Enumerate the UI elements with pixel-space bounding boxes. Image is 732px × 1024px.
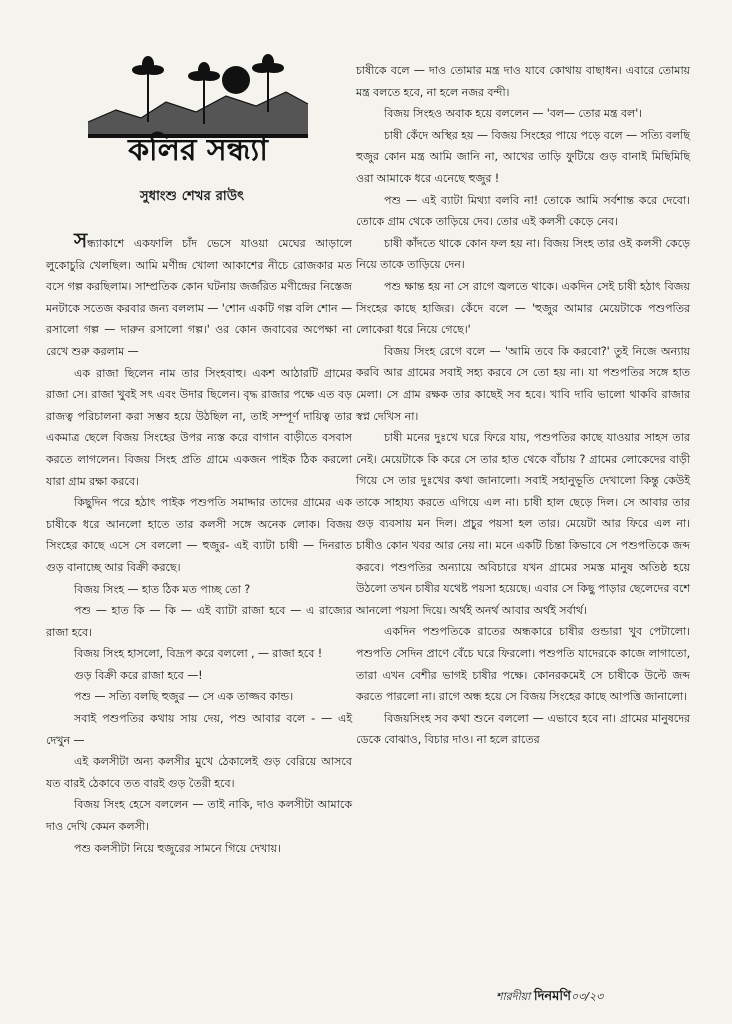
page-footer (496, 987, 603, 1008)
paragraph: একদিন পশুপতিকে রাতের অন্ধকারে চাষীর গুন্ডারা খুব পেটালো। পশুপতি সেদিন প্রাণে বেঁচে ঘরে ফিরলো। পশুপতি যাদেরকে কাজে লাগাতো, তারা এখন বেশীর ভাগই চাষীর পক্ষে। কোনরকমেই সে চাষীকে উল্টে জব্দ করতে পারলো না। রাগে অন্ধ হয়ে সে বিজয় সিংহের কাছে আপত্তি জানালো। (356, 625, 690, 704)
paragraph: পশু — সত্যি বলছি হুজুর — সে এক তাজ্জব কান্ড। (74, 690, 294, 704)
paragraph: বিজয় সিংহ হেসে বললেন — তাই নাকি, দাও কলসীটা আমাকে দাও দেখি কেমন কলসী। (46, 798, 352, 834)
paragraph: চাষী মনের দুঃখে ঘরে ফিরে যায়, পশুপতির কাছে যাওয়ার সাহস তার নেই। মেয়েটাকে কি করে সে তার হাত থেকে বাঁচায় ? গ্রামের লোকেদের বাড়ী গিয়ে সে তার দুঃখের কথা জানালো। সবাই সহানুভূতি দেখালো কিন্তু কেউই তাকে সাহায্য করতে এগিয়ে এল না। চাষী হাল ছেড়ে দিল। সে আবার তার গুড় ব্যবসায় মন দিল। প্রচুর পয়সা হল তার। মেয়েটা আর ফিরে এল না। চাষীও কোন খবর আর নেয় না। মনে একটি চিন্তা কিভাবে সে পশুপতিকে জব্দ করবে। পশুপতির অন্যায়ে অবিচারে যখন গ্রামের সমস্ত মানুষ অতিষ্ঠ হয়ে উঠলো তখন চাষীর যথেষ্ট পয়সা হয়েছে। এবার সে কিছু পাড়ার ছেলেদের বশে আনলো পয়সা দিয়ে। অর্থই অনর্থ আবার অর্থই সর্বার্থ। (356, 431, 690, 617)
paragraph: পশু — এই ব্যাটা মিথ্যা বলবি না! তোকে আমি সর্বশান্ত করে দেবো। তোকে গ্রাম থেকে তাড়িয়ে দেব। তোর এই কলসী কেড়ে নেব। (356, 193, 690, 229)
paragraph: চাষী কাঁদতে থাকে কোন ফল হয় না। বিজয় সিংহ তার ওই কলসী কেড়ে নিয়ে তাকে তাড়িয়ে দেন। (356, 236, 690, 272)
paragraph: বিজয় সিংহ হাসলো, বিদ্রূপ করে বললো , — রাজা হবে ! (74, 647, 323, 661)
paragraph: পশু — হাত কি — কি — এই ব্যাটা রাজা হবে — এ রাজ্যের রাজা হবে। (46, 604, 352, 639)
paragraph: এক রাজা ছিলেন নাম তার সিংহবাহু। একশ আঠারটি গ্রামের রাজা সে। রাজা খুবই সৎ এবং উদার ছিলেন। বৃদ্ধ রাজার পক্ষে এত বড় রাজত্ব পরিচালনা করা সম্ভব হয়ে উঠছিল না, তাই সম্পূর্ণ দায়িত্ব তার একমাত্র ছেলে বিজয় সিংহের উপর ন্যস্ত করে বাগান বাড়ীতে বসবাস করতে লাগলেন। বিজয় সিংহ প্রতি গ্রামে একজন পাইক ঠিক করলো যারা গ্রাম রক্ষা করবে। (46, 366, 352, 488)
landscape-illustration (86, 52, 310, 164)
issue-number: ০৩/২৩ (570, 990, 604, 1003)
paragraph: পশু কলসীটা নিয়ে হুজুরের সামনে গিয়ে দেখায়। (74, 841, 281, 855)
paragraph: পশু ক্ষান্ত হয় না সে রাগে জ্বলতে থাকে। একদিন সেই চাষী হঠাৎ বিজয় সিংহের কাছে হাজির। কেঁদে বলে — 'হুজুর আমার মেয়েটাকে পশুপতির লোকেরা ধরে নিয়ে গেছে।' (356, 279, 690, 337)
paragraph: গুড় বিক্রী করে রাজা হবে —! (74, 668, 203, 682)
paragraph: চাষী কেঁদে অস্থির হয় — বিজয় সিংহের পায়ে পড়ে বলে — সত্যি বলছি হুজুর কোন মন্ত্র আমি জানি না, আখের তাড়ি ফুটিয়ে গুড় বানাই মিছিমিছি ওরা আমাকে ধরে এনেছে হুজুর ! (356, 128, 690, 185)
paragraph: কিছুদিন পরে হঠাৎ পাইক পশুপতি সমাদ্দার তাদের গ্রামের এক চাষীকে ধরে আনলো হাতে তার কলসী সঙ্গে অনেক লোক। বিজয় সিংহের কাছে এসে সে বললো — হুজুর- এই ব্যাটা চাষী — দিনরাত গুড় বানাচ্ছে আর বিক্রী করছে। (46, 496, 352, 574)
footer-prefix: শারদীয়া (496, 990, 531, 1003)
title-illustration (86, 52, 310, 164)
left-column (46, 230, 352, 859)
magazine-name: দিনমণি (533, 989, 571, 1004)
paragraph: বিজয় সিংহও অবাক হয়ে বললেন — 'বল— তোর মন্ত্র বল'। (384, 107, 642, 121)
paragraph: বিজয় সিংহ — হাত ঠিক মত পাচ্ছ তো ? (74, 582, 251, 596)
right-column (356, 60, 690, 751)
paragraph: বিজয় সিংহ রেগে বলে — 'আমি তবে কি করবো?' তুই নিজে অন্যায় করবি আর গ্রামের সবাই সহ্য করবে সে তো হয় না। যা পশুপতির সঙ্গে হাত মেলা। সে গ্রাম রক্ষক তার কাছেই সব হবে। খাবি দাবি ভালো থাকবি রাজার স্বপ্ন দেখিস না। (356, 344, 690, 423)
author-byline: সুধাংশু শেখর রাউৎ (140, 189, 245, 204)
paragraph: সন্ধ্যাকাশে একফালি চাঁদ ভেসে যাওয়া মেঘের আড়ালে লুকোচুরি খেলছিল। আমি মণীন্দ্র খোলা আকাশের নীচে রোজকার মত বসে গল্প করছিলাম। সাম্প্রতিক কোন ঘটনায় জর্জরিত মণীন্দ্রের নিস্তেজ মনটাকে সতেজ করবার জন্য বললাম — 'শোন একটি গল্প বলি শোন — রসালো গল্প — দারুন রসালো গল্প।' ওর কোন জবাবের অপেক্ষা না রেখে শুরু করলাম — (46, 228, 352, 358)
article-title: কলির সন্ধ্যা (128, 133, 268, 164)
paragraph: সবাই পশুপতির কথায় সায় দেয়, পশু আবার বলে - — এই দেখুন — (46, 712, 352, 747)
paragraph: বিজয়সিংহ সব কথা শুনে বললো — এভাবে হবে না। গ্রামের মানুষদের ডেকে বোঝাও, বিচার দাও। না হলে রাতের (356, 711, 690, 747)
paragraph: চাষীকে বলে — দাও তোমার মন্ত্র দাও যাবে কোথায় বাছাধন। এবারে তোমায় মন্ত্র বলতে হবে, না হলে নজর বন্দী। (356, 64, 690, 99)
paragraph: এই কলসীটা অন্য কলসীর মুখে ঠেকালেই গুড় বেরিয়ে আসবে যত বারই ঠেকাবে তত বারই গুড় তৈরী হবে। (46, 755, 352, 790)
